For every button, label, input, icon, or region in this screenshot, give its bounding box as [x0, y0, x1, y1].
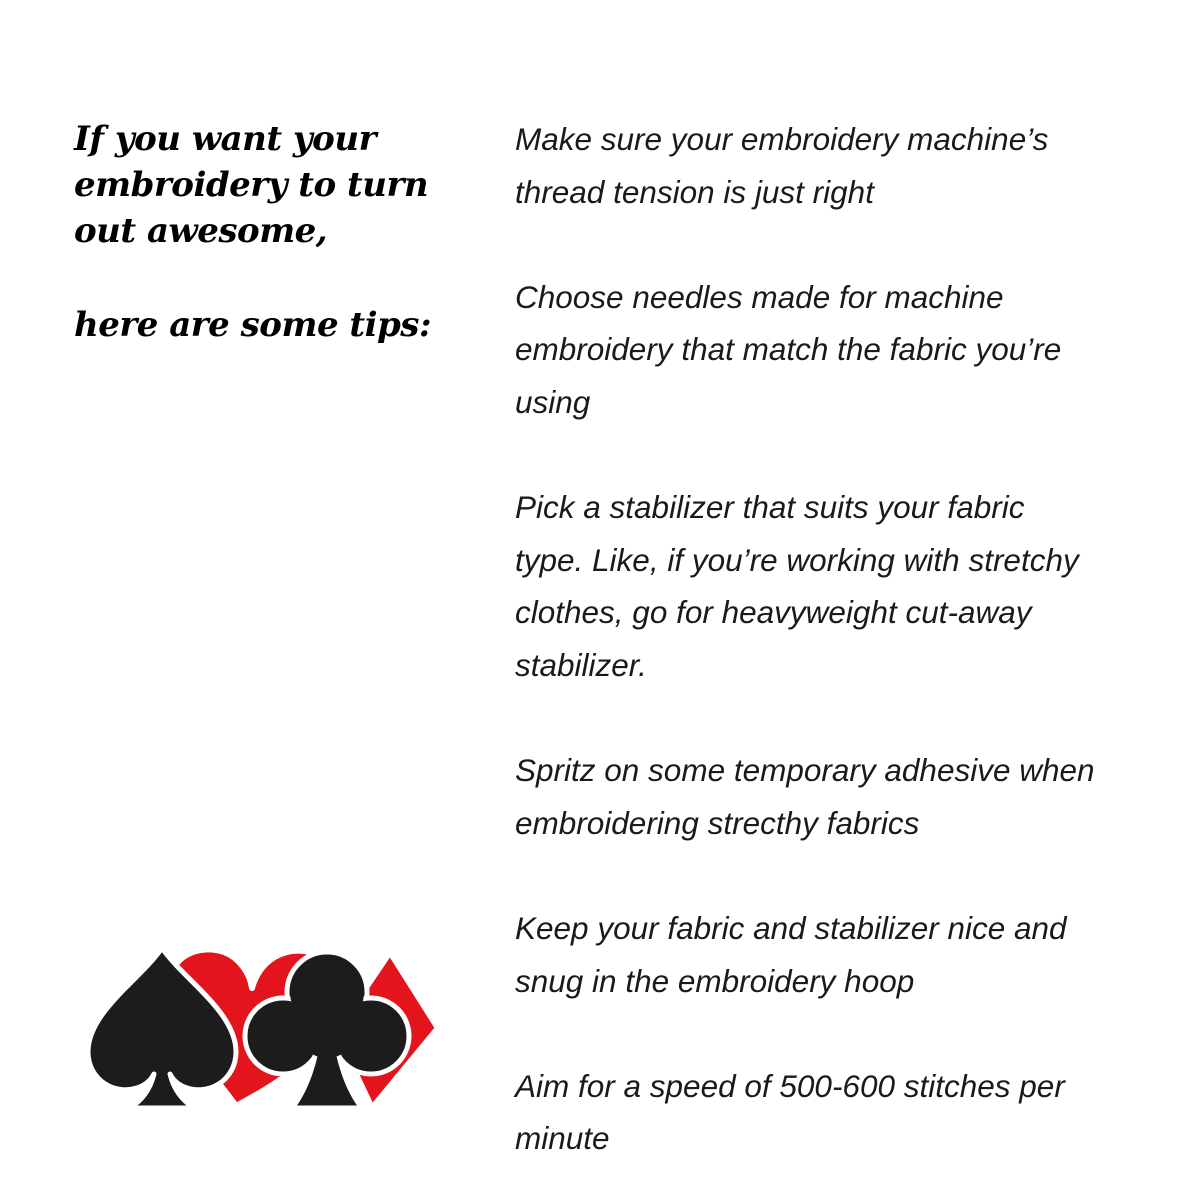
headline-intro: If you want your embroidery to turn out awesome, — [74, 119, 429, 251]
tip-needles: Choose needles made for machine embroidery that match the fabric you’re using — [515, 278, 1062, 420]
tip-hoop: Keep your fabric and stabilizer nice and snug in the embroidery hoop — [515, 909, 1067, 999]
card-suits-icon — [84, 940, 444, 1115]
headline-subhead: here are some tips: — [74, 305, 431, 345]
headline — [74, 116, 464, 348]
tip-speed: Aim for a speed of 500-600 stitches per minute — [515, 1067, 1065, 1157]
tips-list — [515, 113, 1175, 1200]
tip-stabilizer: Pick a stabilizer that suits your fabric type. Like, if you’re working with stretchy clothes, go for heavyweight cut-away stabilizer. — [515, 489, 1079, 683]
tip-thread-tension: Make sure your embroidery machine’s thread tension is just right — [515, 121, 1049, 210]
tip-adhesive: Spritz on some temporary adhesive when embroidering strecthy fabrics — [515, 752, 1095, 841]
